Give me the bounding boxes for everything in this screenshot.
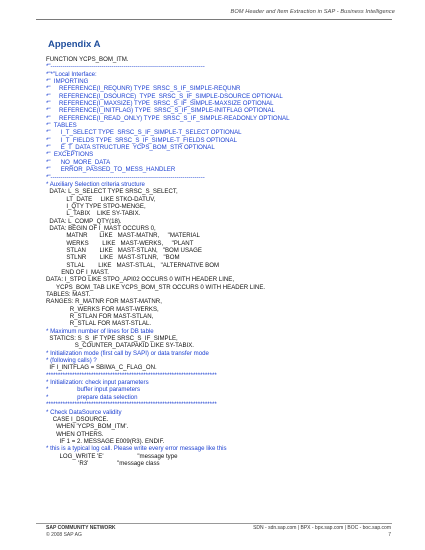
footer-links: SDN - sdn.sap.com | BPX - bpx.sap.com | BOC - boc.sap.com (253, 525, 391, 531)
code-line: S_COUNTER_DATAPAKID LIKE SY-TABIX. (46, 342, 194, 350)
code-line: * this is a typical log call. Please write every error message like this (46, 445, 227, 453)
code-line: LT_DATE LIKE STKO-DATUV, (46, 195, 156, 203)
code-line: 'R3' "message class (46, 459, 160, 467)
code-line: FUNCTION YCPS_BOM_ITM. (46, 56, 129, 63)
code-line: STLAN LIKE MAST-STLAN, "BOM USAGE (46, 246, 202, 254)
code-line: TABLES: MAST. (46, 291, 91, 298)
code-line: * (following calls) ? (46, 357, 97, 365)
code-line: WERKS LIKE MAST-WERKS, "PLANT (46, 239, 194, 247)
code-line: R_STLAN FOR MAST-STLAN, (46, 313, 154, 321)
code-line: * buffer input parameters (46, 386, 141, 394)
code-line: *" REFERENCE(I_REQUNR) TYPE SRSC_S_IF_SIMPLE-REQUNR (46, 85, 241, 93)
code-line: *" EXCEPTIONS (46, 151, 94, 159)
code-line: *" I_T_SELECT TYPE SRSC_S_IF_SIMPLE-T_SELECT OPTIONAL (46, 129, 242, 137)
code-line: STLAL LIKE MAST-STLAL, "ALTERNATIVE BOM (46, 261, 220, 269)
code-line: * Maximum number of lines for DB table (46, 327, 154, 335)
footer-community: SAP COMMUNITY NETWORK (46, 525, 116, 531)
code-line: YCPS_BOM_TAB LIKE YCPS_BOM_STR OCCURS 0 WITH HEADER LINE. (46, 283, 266, 291)
code-line: *" REFERENCE(I_INITFLAG) TYPE SRSC_S_IF_SIMPLE-INITFLAG OPTIONAL (46, 107, 275, 115)
footer-copyright: © 2008 SAP AG (46, 532, 82, 538)
code-line: *" ERROR_PASSED_TO_MESS_HANDLER (46, 166, 176, 174)
code-line: STATICS: S_S_IF TYPE SRSC_S_IF_SIMPLE, (46, 335, 178, 343)
header-divider (36, 19, 392, 20)
appendix-title: Appendix A (48, 39, 101, 50)
code-line: *" REFERENCE(I_DSOURCE) TYPE SRSC_S_IF_SIMPLE-DSOURCE OPTIONAL (46, 92, 283, 100)
code-line: DATA: BEGIN OF I_MAST OCCURS 0, (46, 224, 156, 232)
code-line: *" IMPORTING (46, 78, 89, 86)
code-line: RANGES: R_MATNR FOR MAST-MATNR, (46, 298, 162, 306)
code-line: * Initialization mode (first call by SAPI) or data transfer mode (46, 349, 209, 357)
code-line: * Check DataSource validity (46, 408, 122, 416)
code-line: *" TABLES (46, 122, 77, 130)
code-line: DATA: L_COMP_QTY(18). (46, 217, 122, 225)
code-line: CASE I_DSOURCE. (46, 415, 109, 423)
code-line: * prepare data selection (46, 393, 138, 401)
code-line: R_WERKS FOR MAST-WERKS, (46, 305, 159, 313)
code-line: ************************************************************************ (46, 401, 217, 409)
code-line: *"*"Local Interface: (46, 70, 97, 78)
code-line: *"---------------------------------------------------------------------------- (46, 63, 205, 71)
code-line: * Initialization: check input parameters (46, 379, 149, 387)
page-number: 7 (388, 532, 391, 538)
code-line: IF I_INITFLAG = SBIWA_C_FLAG_ON. (46, 364, 157, 372)
code-line: STLNR LIKE MAST-STLNR, "BOM (46, 254, 180, 262)
code-line: WHEN 'YCPS_BOM_ITM'. (46, 423, 129, 431)
code-line: R_STLAL FOR MAST-STLAL. (46, 320, 152, 328)
code-line: WHEN OTHERS. (46, 430, 104, 438)
code-line: *" I_T_FIELDS TYPE SRSC_S_IF_SIMPLE-T_FIELDS OPTIONAL (46, 136, 238, 144)
footer-divider (36, 523, 392, 524)
code-line: *" REFERENCE(I_MAXSIZE) TYPE SRSC_S_IF_SIMPLE-MAXSIZE OPTIONAL (46, 100, 274, 108)
code-listing (46, 56, 391, 467)
code-line: IF 1 = 2. MESSAGE E009(R3). ENDIF. (46, 437, 165, 445)
code-line: * Auxiliary Selection criteria structure (46, 180, 145, 188)
code-line: L_TABIX LIKE SY-TABIX. (46, 210, 141, 218)
code-line: LOG_WRITE 'E' "message type (46, 452, 178, 460)
code-line: *"---------------------------------------------------------------------------- (46, 173, 205, 181)
code-line: *" NO_MORE_DATA (46, 158, 111, 166)
code-line: MATNR LIKE MAST-MATNR, "MATERIAL (46, 232, 200, 240)
code-line: DATA: L_S_SELECT TYPE SRSC_S_SELECT, (46, 188, 178, 196)
code-line: *" E_T_DATA STRUCTURE YCPS_BOM_STR OPTIONAL (46, 144, 215, 152)
code-line: *" REFERENCE(I_READ_ONLY) TYPE SRSC_S_IF_SIMPLE-READONLY OPTIONAL (46, 114, 290, 122)
code-line: I_QTY TYPE STPO-MENGE, (46, 202, 146, 210)
code-line: ************************************************************************ (46, 371, 217, 379)
code-line: END OF I_MAST. (46, 268, 109, 276)
code-line: DATA: I_STPO LIKE STPO_API02 OCCURS 0 WITH HEADER LINE, (46, 276, 235, 284)
running-header: BOM Header and Item Extraction in SAP - Business Intelligence (230, 9, 395, 15)
